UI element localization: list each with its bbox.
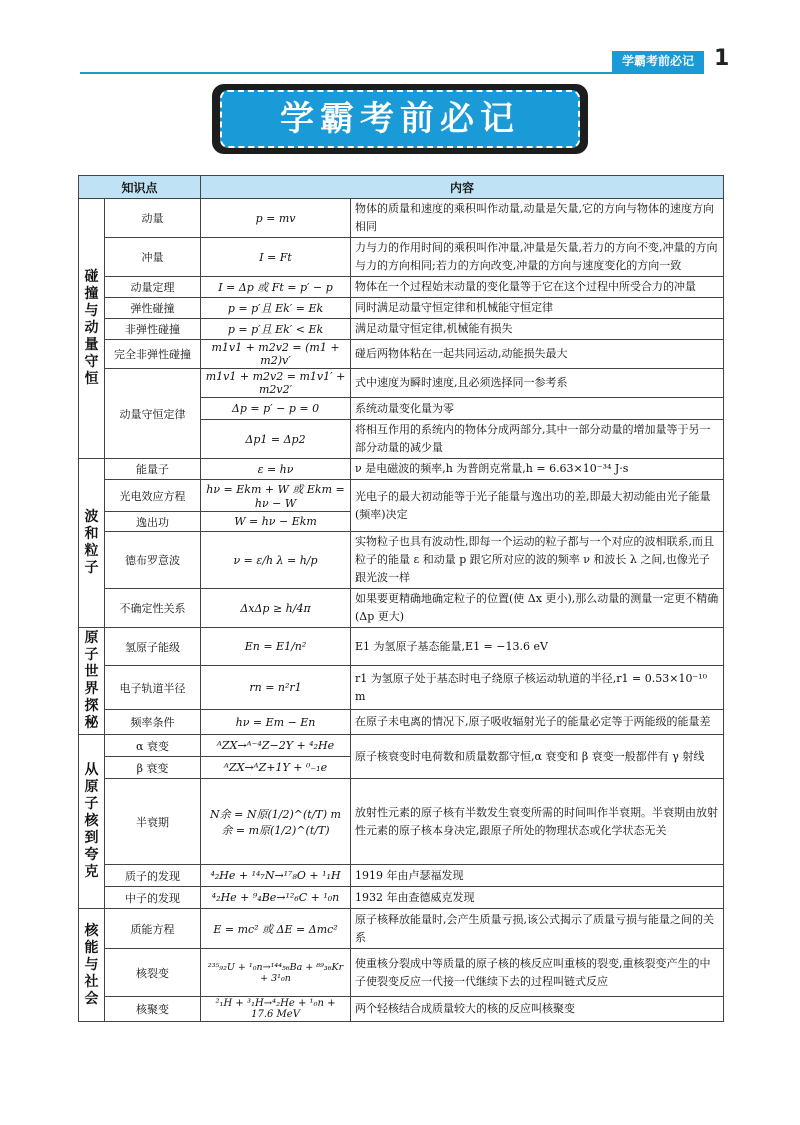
table-row xyxy=(79,480,724,512)
row-name: 弹性碰撞 xyxy=(105,298,201,319)
table-row xyxy=(79,865,724,887)
row-formula: E = mc² 或 ΔE = Δmc² xyxy=(201,909,351,949)
row-name: 半衰期 xyxy=(105,779,201,865)
table-row xyxy=(79,589,724,628)
table-row xyxy=(79,887,724,909)
row-description: 两个轻核结合成质量较大的核的反应叫核聚变 xyxy=(351,997,724,1022)
row-formula: ⁴₂He + ¹⁴₇N→¹⁷₈O + ¹₁H xyxy=(201,865,351,887)
row-formula: ν = ε/h λ = h/p xyxy=(201,532,351,589)
row-name: 能量子 xyxy=(105,459,201,480)
row-formula: ε = hν xyxy=(201,459,351,480)
row-formula: I = Ft xyxy=(201,238,351,277)
page-number: 1 xyxy=(714,46,730,71)
title-banner xyxy=(212,84,588,154)
row-name: 氢原子能级 xyxy=(105,628,201,666)
table-row xyxy=(79,628,724,666)
row-formula: hν = Em − En xyxy=(201,710,351,735)
header-rule xyxy=(80,72,704,74)
row-formula: m1v1 + m2v2 = m1v1′ + m2v2′ xyxy=(201,369,351,398)
table-row xyxy=(79,298,724,319)
table-row xyxy=(79,779,724,865)
row-description: 放射性元素的原子核有半数发生衰变所需的时间叫作半衰期。半衰期由放射性元素的原子核本身决定,跟原子所处的物理状态或化学状态无关 xyxy=(351,779,724,865)
row-description: 如果要更精确地确定粒子的位置(使 Δx 更小),那么动量的测量一定更不精确(Δp 更大) xyxy=(351,589,724,628)
row-name: 中子的发现 xyxy=(105,887,201,909)
row-description: 物体在一个过程始末动量的变化量等于它在这个过程中所受合力的冲量 xyxy=(351,277,724,298)
row-name: 动量守恒定律 xyxy=(105,369,201,459)
row-formula: W = hν − Ekm xyxy=(201,512,351,532)
row-description: 碰后两物体粘在一起共同运动,动能损失最大 xyxy=(351,340,724,369)
row-description: 原子核衰变时电荷数和质量数都守恒,α 衰变和 β 衰变一般都伴有 γ 射线 xyxy=(351,735,724,779)
row-formula: ²₁H + ³₁H→⁴₂He + ¹₀n + 17.6 MeV xyxy=(201,997,351,1022)
row-description: 原子核释放能量时,会产生质量亏损,该公式揭示了质量亏损与能量之间的关系 xyxy=(351,909,724,949)
row-description: 实物粒子也具有波动性,即每一个运动的粒子都与一个对应的波相联系,而且粒子的能量 ε 和动量 p 跟它所对应的波的频率 ν 和波长 λ 之间,也像光子跟光波一样 xyxy=(351,532,724,589)
row-description: 在原子未电离的情况下,原子吸收辐射光子的能量必定等于两能级的能量差 xyxy=(351,710,724,735)
table-row xyxy=(79,532,724,589)
row-formula: m1v1 + m2v2 = (m1 + m2)v′ xyxy=(201,340,351,369)
table-row xyxy=(79,340,724,369)
row-formula: ᴬZX→ᴬ⁻⁴Z−2Y + ⁴₂He xyxy=(201,735,351,757)
row-description: 光电子的最大初动能等于光子能量与逸出功的差,即最大初动能由光子能量(频率)决定 xyxy=(351,480,724,532)
row-name: 不确定性关系 xyxy=(105,589,201,628)
table-row xyxy=(79,238,724,277)
table-row xyxy=(79,909,724,949)
table-row xyxy=(79,369,724,398)
row-name: 电子轨道半径 xyxy=(105,666,201,710)
row-name: 动量定理 xyxy=(105,277,201,298)
row-name: 光电效应方程 xyxy=(105,480,201,512)
row-description: 力与力的作用时间的乘积叫作冲量,冲量是矢量,若力的方向不变,冲量的方向与力的方向相同;若力的方向改变,冲量的方向与速度变化的方向一致 xyxy=(351,238,724,277)
table-row xyxy=(79,459,724,480)
table-row xyxy=(79,666,724,710)
row-formula: ⁴₂He + ⁹₄Be→¹²₆C + ¹₀n xyxy=(201,887,351,909)
table-row xyxy=(79,997,724,1022)
row-description: 满足动量守恒定律,机械能有损失 xyxy=(351,319,724,340)
table-row xyxy=(79,319,724,340)
row-name: 逸出功 xyxy=(105,512,201,532)
row-formula: N余 = N原(1/2)^(t/T) m余 = m原(1/2)^(t/T) xyxy=(201,779,351,865)
row-description: ν 是电磁波的频率,h 为普朗克常量,h = 6.63×10⁻³⁴ J·s xyxy=(351,459,724,480)
header-tag: 学霸考前必记 xyxy=(612,51,704,72)
row-name: 质子的发现 xyxy=(105,865,201,887)
row-description: 物体的质量和速度的乘积叫作动量,动量是矢量,它的方向与物体的速度方向相同 xyxy=(351,199,724,238)
header-knowledge-point: 知识点 xyxy=(79,176,201,199)
section-title: 核能与社会 xyxy=(79,909,105,1022)
row-formula: rn = n²r1 xyxy=(201,666,351,710)
section-title: 从原子核到夸克 xyxy=(79,735,105,909)
page-title: 学霸考前必记 xyxy=(220,90,580,148)
row-name: α 衰变 xyxy=(105,735,201,757)
row-description: 使重核分裂成中等质量的原子核的核反应叫重核的裂变,重核裂变产生的中子使裂变反应一代接一代继续下去的过程叫链式反应 xyxy=(351,949,724,997)
table-row xyxy=(79,949,724,997)
row-name: 完全非弹性碰撞 xyxy=(105,340,201,369)
row-description: 同时满足动量守恒定律和机械能守恒定律 xyxy=(351,298,724,319)
section-title: 波和粒子 xyxy=(79,459,105,628)
row-name: 质能方程 xyxy=(105,909,201,949)
section-title: 原子世界探秘 xyxy=(79,628,105,735)
row-formula: hν = Ekm + W 或 Ekm = hν − W xyxy=(201,480,351,512)
row-description: 1932 年由查德威克发现 xyxy=(351,887,724,909)
table-row xyxy=(79,710,724,735)
knowledge-table-wrapper xyxy=(78,175,723,1020)
row-description: 系统动量变化量为零 xyxy=(351,398,724,420)
row-formula: p = mv xyxy=(201,199,351,238)
section-title: 碰撞与动量守恒 xyxy=(79,199,105,459)
row-description: 式中速度为瞬时速度,且必须选择同一参考系 xyxy=(351,369,724,398)
table-header-row xyxy=(79,176,724,199)
row-name: 频率条件 xyxy=(105,710,201,735)
row-formula: I = Δp 或 Ft = p′ − p xyxy=(201,277,351,298)
row-formula: p = p′且 Ek′ = Ek xyxy=(201,298,351,319)
row-formula: Δp1 = Δp2 xyxy=(201,420,351,459)
table-row xyxy=(79,735,724,757)
row-name: 冲量 xyxy=(105,238,201,277)
row-description: 1919 年由卢瑟福发现 xyxy=(351,865,724,887)
row-formula: En = E1/n² xyxy=(201,628,351,666)
row-formula: ᴬZX→ᴬZ+1Y + ⁰₋₁e xyxy=(201,757,351,779)
header-content: 内容 xyxy=(201,176,724,199)
row-name: 动量 xyxy=(105,199,201,238)
row-name: 核裂变 xyxy=(105,949,201,997)
row-name: 核聚变 xyxy=(105,997,201,1022)
row-description: r1 为氢原子处于基态时电子绕原子核运动轨道的半径,r1 = 0.53×10⁻¹⁰ m xyxy=(351,666,724,710)
table-row xyxy=(79,277,724,298)
table-row xyxy=(79,199,724,238)
row-description: E1 为氢原子基态能量,E1 = −13.6 eV xyxy=(351,628,724,666)
row-name: β 衰变 xyxy=(105,757,201,779)
row-formula: p = p′且 Ek′ < Ek xyxy=(201,319,351,340)
row-formula: Δp = p′ − p = 0 xyxy=(201,398,351,420)
row-formula: ²³⁵₉₂U + ¹₀n→¹⁴⁴₅₆Ba + ⁸⁹₃₆Kr + 3¹₀n xyxy=(201,949,351,997)
row-name: 非弹性碰撞 xyxy=(105,319,201,340)
row-formula: ΔxΔp ≥ h/4π xyxy=(201,589,351,628)
row-name: 德布罗意波 xyxy=(105,532,201,589)
knowledge-table xyxy=(78,175,724,1022)
row-description: 将相互作用的系统内的物体分成两部分,其中一部分动量的增加量等于另一部分动量的减少量 xyxy=(351,420,724,459)
